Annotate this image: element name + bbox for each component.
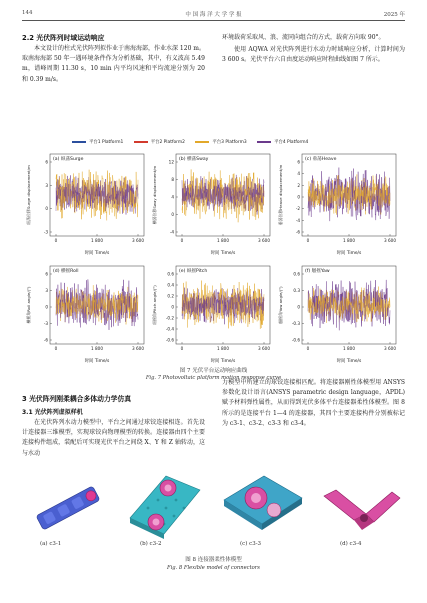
y-tick-label: 0 (45, 206, 48, 212)
chart-heave (276, 146, 402, 258)
fig8-label-b: (b) c3-2 (140, 541, 162, 547)
x-axis-label: 时间 Time/s (336, 251, 362, 256)
y-tick-label: 0.6 (293, 271, 300, 277)
y-tick-label: 0.2 (167, 293, 174, 299)
y-axis-label: 横摇角Roll angle/(°) (26, 286, 31, 324)
legend-item-platform4: 平台4 Platform4 (257, 139, 308, 145)
y-tick-label: 0.3 (293, 288, 300, 293)
fig7-caption-en: Fig. 7 Photovoltaic platform motion response curve (145, 375, 282, 381)
section-title-2-2: 2.2 光伏阵列时域运动响应 (22, 34, 105, 42)
section-title-3-1: 3.1 光伏阵列虚拟样机 (22, 409, 83, 416)
y-axis-label: 纵摇角Pitch angle/(°) (152, 285, 157, 325)
fig7-caption-cn: 图 7 光伏平台运动响应曲线 (179, 368, 248, 374)
y-tick-label: -3 (43, 229, 48, 235)
connector-c3-3-image (218, 470, 308, 540)
x-tick-label: 3 600 (258, 346, 270, 351)
y-axis-label: 横荡位移Sway displacement/m (152, 165, 157, 225)
connector-paragraph-right: 力模型中所建立的球铰连接相匹配。将连接器刚性体模型用 ANSYS 参数化设计语言(ANSYS parametric design language，APDL)赋予材料弹性属性，从而得到光伏多体平台连接器柔性体模型。图 8 所示的是连接平台 1—4 的连接器，其四个主要连接构件分别被标记为 c3-1、c3-2、c3-3 和 c3-4。 (222, 379, 405, 427)
panel-label: (f) 艏摇Yaw (305, 269, 330, 274)
header-rule (22, 20, 405, 21)
x-tick-label: 0 (180, 346, 184, 351)
y-tick-label: 0.4 (167, 282, 174, 288)
x-tick-label: 1 800 (91, 238, 103, 243)
legend-swatch (195, 141, 209, 143)
section-2-2-paragraph (22, 44, 205, 85)
y-tick-label: -0.3 (291, 321, 300, 326)
y-tick-label: -0.6 (291, 337, 300, 343)
panel-label: (a) 纵荡Surge (53, 157, 84, 162)
connector-c3-2-image (118, 468, 208, 542)
y-tick-label: 6 (45, 159, 48, 165)
y-tick-label: -0.4 (165, 326, 174, 332)
figure-legend (72, 139, 382, 145)
fig8-label-c: (c) c3-3 (240, 541, 262, 547)
y-tick-label: 12 (168, 159, 174, 165)
y-tick-label: -6 (43, 337, 48, 343)
x-axis-label: 时间 Time/s (84, 251, 110, 256)
chart-surge (24, 146, 150, 258)
connector-c3-4-image (320, 478, 404, 538)
y-tick-label: 2 (297, 182, 300, 188)
x-tick-label: 3 600 (132, 238, 144, 243)
fig8-label-d: (d) c3-4 (340, 541, 362, 547)
y-axis-label: 纵荡位移Surge displacement/m (26, 165, 31, 225)
journal-name: 中 国 海 洋 大 学 学 报 (185, 12, 242, 18)
fig8-caption-cn: 图 8 连接器柔性体模型 (185, 557, 242, 563)
y-tick-label: 3 (45, 182, 48, 188)
panel-label: (b) 横荡Sway (179, 157, 209, 162)
y-tick-label: 0 (297, 194, 300, 200)
y-axis-label: 垂荡位移Heave displacement/m (278, 164, 283, 226)
y-tick-label: 3 (45, 288, 48, 293)
panel-label: (d) 横摇Roll (53, 269, 79, 274)
legend-swatch (72, 141, 86, 143)
x-axis-label: 时间 Time/s (210, 359, 236, 364)
y-tick-label: 0 (45, 304, 48, 310)
x-tick-label: 0 (306, 238, 310, 243)
y-tick-label: 6 (297, 159, 300, 165)
fig8-label-a: (a) c3-1 (40, 541, 62, 547)
chart-pitch (150, 258, 276, 366)
x-axis-label: 时间 Time/s (210, 251, 236, 256)
legend-item-platform2: 平台2 Platform2 (134, 139, 185, 145)
x-tick-label: 3 600 (258, 238, 270, 243)
y-tick-label: 6 (45, 271, 48, 277)
y-tick-label: -0.6 (165, 337, 174, 343)
panel-label: (e) 纵摇Pitch (179, 269, 208, 274)
y-tick-label: -4 (169, 229, 174, 235)
y-tick-label: -2 (295, 206, 300, 212)
x-tick-label: 1 800 (343, 346, 355, 351)
header-year: 2025 年 (383, 12, 405, 18)
legend-item-platform1: 平台1 Platform1 (72, 139, 123, 145)
x-tick-label: 0 (180, 238, 184, 243)
y-tick-label: 0 (171, 304, 174, 310)
fig8-caption-en: Fig. 8 Flexible model of connectors (167, 565, 260, 571)
y-tick-label: -0.2 (165, 315, 174, 321)
x-axis-label: 时间 Time/s (336, 359, 362, 364)
chart-sway (150, 146, 276, 258)
y-tick-label: 4 (297, 171, 300, 177)
page-number: 144 (22, 10, 33, 16)
x-tick-label: 3 600 (384, 238, 396, 243)
x-tick-label: 1 800 (217, 238, 229, 243)
y-tick-label: 0 (297, 304, 300, 310)
chart-roll (24, 258, 150, 366)
chart-yaw (276, 258, 402, 366)
x-tick-label: 1 800 (91, 346, 103, 351)
x-tick-label: 1 800 (343, 238, 355, 243)
x-tick-label: 0 (54, 346, 58, 351)
y-tick-label: 8 (171, 177, 174, 182)
aqwa-paragraph: 使用 AQWA 对光伏阵列进行水动力时域响应分析，计算时间为 3 600 s。光伏平台六自由度运动响应时程曲线如图 7 所示。 (222, 46, 405, 64)
section-title-3: 3 光伏阵列刚柔耦合多体动力学仿真 (22, 395, 132, 403)
y-tick-label: -6 (295, 229, 300, 235)
x-tick-label: 1 800 (217, 346, 229, 351)
y-tick-label: 0.6 (167, 271, 174, 277)
legend-swatch (257, 141, 271, 143)
y-tick-label: -3 (43, 321, 48, 326)
connector-c3-1-image (28, 478, 108, 538)
x-tick-label: 3 600 (384, 346, 396, 351)
section-3-1-left-paragraph (22, 418, 205, 459)
x-tick-label: 3 600 (132, 346, 144, 351)
legend-item-platform3: 平台3 Platform3 (195, 139, 246, 145)
x-axis-label: 时间 Time/s (84, 359, 110, 364)
legend-swatch (134, 141, 148, 143)
x-tick-label: 0 (306, 346, 310, 351)
surge-env-paragraph: 本文设计的柱式光伏阵列拟作业于南海海部，作业水深 120 m。取南海海部 50 年一遇环境条件作为分析基础，其中，有义波高 5.49 m，谱峰周期 11.30 s，10 min 内平均风速和平均流速分别为 20 和 0.39 m/s。 (22, 45, 205, 83)
y-axis-label: 艏摇角Yaw angle/(°) (278, 286, 283, 324)
right-column-top (222, 33, 405, 66)
section-3-1-right-paragraph (222, 378, 405, 429)
connector-paragraph-left: 在光伏阵列水动力模型中，平台之间通过球铰连接相连。首先设计连接器三维模型，实现球铰向物理模型的转换。连接器由四个主要连接构件组成，装配后可实现光伏平台之间绕 X、Y 和 Z 轴转动，这与水动 (22, 419, 205, 457)
load-direction-paragraph: 环境载荷采取风、浪、流同向组合的方式，载荷方向取 90°。 (222, 34, 385, 41)
panel-label: (c) 垂荡Heave (305, 157, 337, 162)
y-tick-label: 0 (171, 212, 174, 217)
y-tick-label: 4 (171, 194, 174, 200)
x-tick-label: 0 (54, 238, 58, 243)
y-tick-label: -4 (295, 217, 300, 223)
